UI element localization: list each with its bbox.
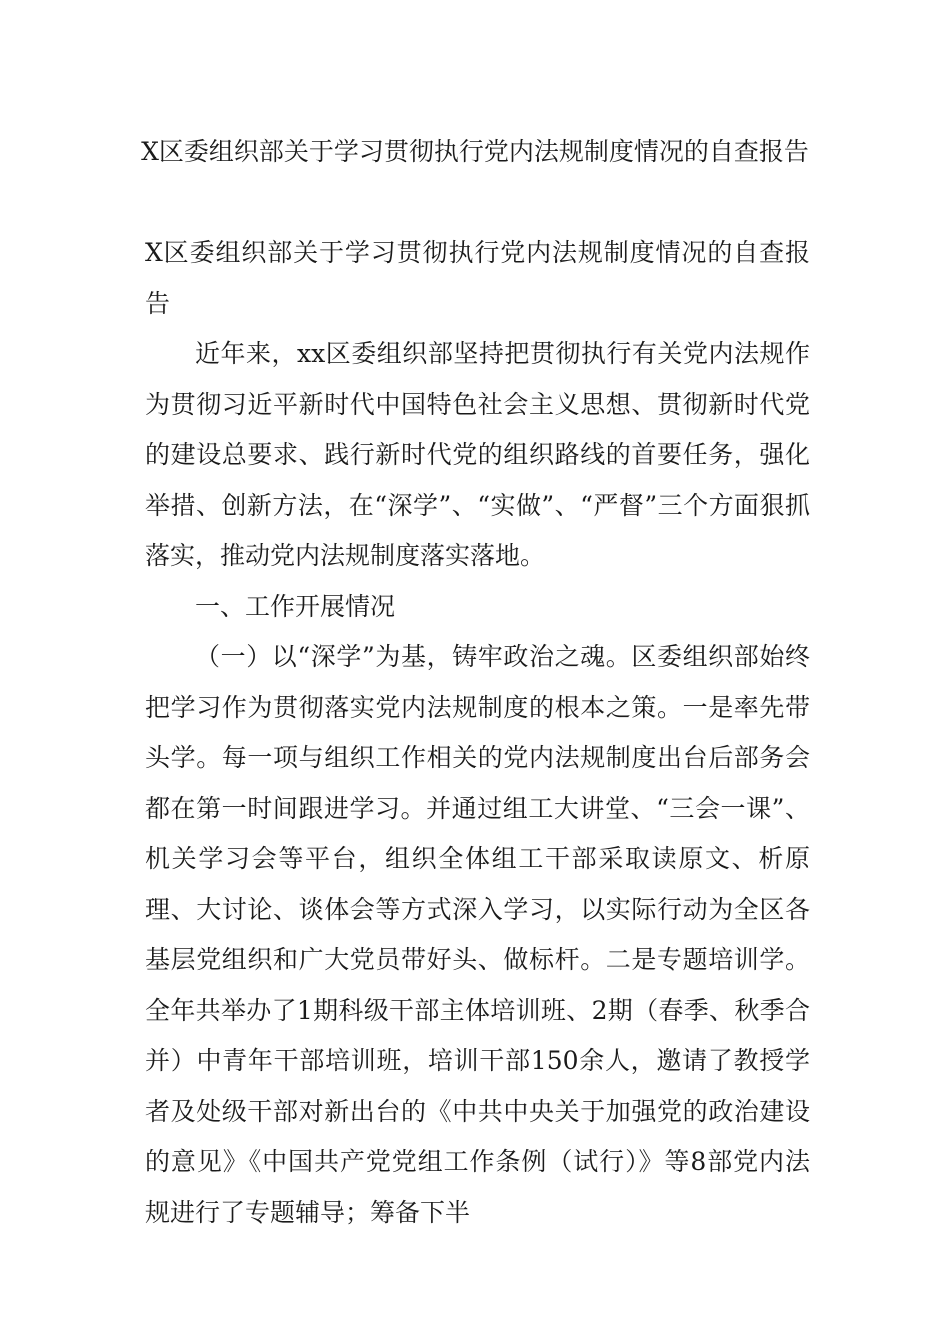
document-body	[145, 228, 810, 1238]
repeated-title-paragraph: X区委组织部关于学习贯彻执行党内法规制度情况的自查报告	[145, 238, 810, 318]
section-heading: 一、工作开展情况	[195, 591, 396, 621]
intro-paragraph: 近年来，xx区委组织部坚持把贯彻执行有关党内法规作为贯彻习近平新时代中国特色社会主义思想、贯彻新时代党的建设总要求、践行新时代党的组织路线的首要任务，强化举措、创新方法，在“深学”、“实做”、“严督”三个方面狠抓落实，推动党内法规制度落实落地。	[145, 339, 810, 570]
section-paragraph: （一）以“深学”为基，铸牢政治之魂。区委组织部始终把学习作为贯彻落实党内法规制度的根本之策。一是率先带头学。每一项与组织工作相关的党内法规制度出台后部务会都在第一时间跟进学习。并通过组工大讲堂、“三会一课”、机关学习会等平台，组织全体组工干部采取读原文、析原理、大讨论、谈体会等方式深入学习，以实际行动为全区各基层党组织和广大党员带好头、做标杆。二是专题培训学。全年共举办了1期科级干部主体培训班、2期（春季、秋季合并）中青年干部培训班，培训干部150余人，邀请了教授学者及处级干部对新出台的《中共中央关于加强党的政治建设的意见》《中国共产党党组工作条例（试行）》等8部党内法规进行了专题辅导；筹备下半	[145, 642, 810, 1227]
document-title: X区委组织部关于学习贯彻执行党内法规制度情况的自查报告	[141, 137, 809, 166]
